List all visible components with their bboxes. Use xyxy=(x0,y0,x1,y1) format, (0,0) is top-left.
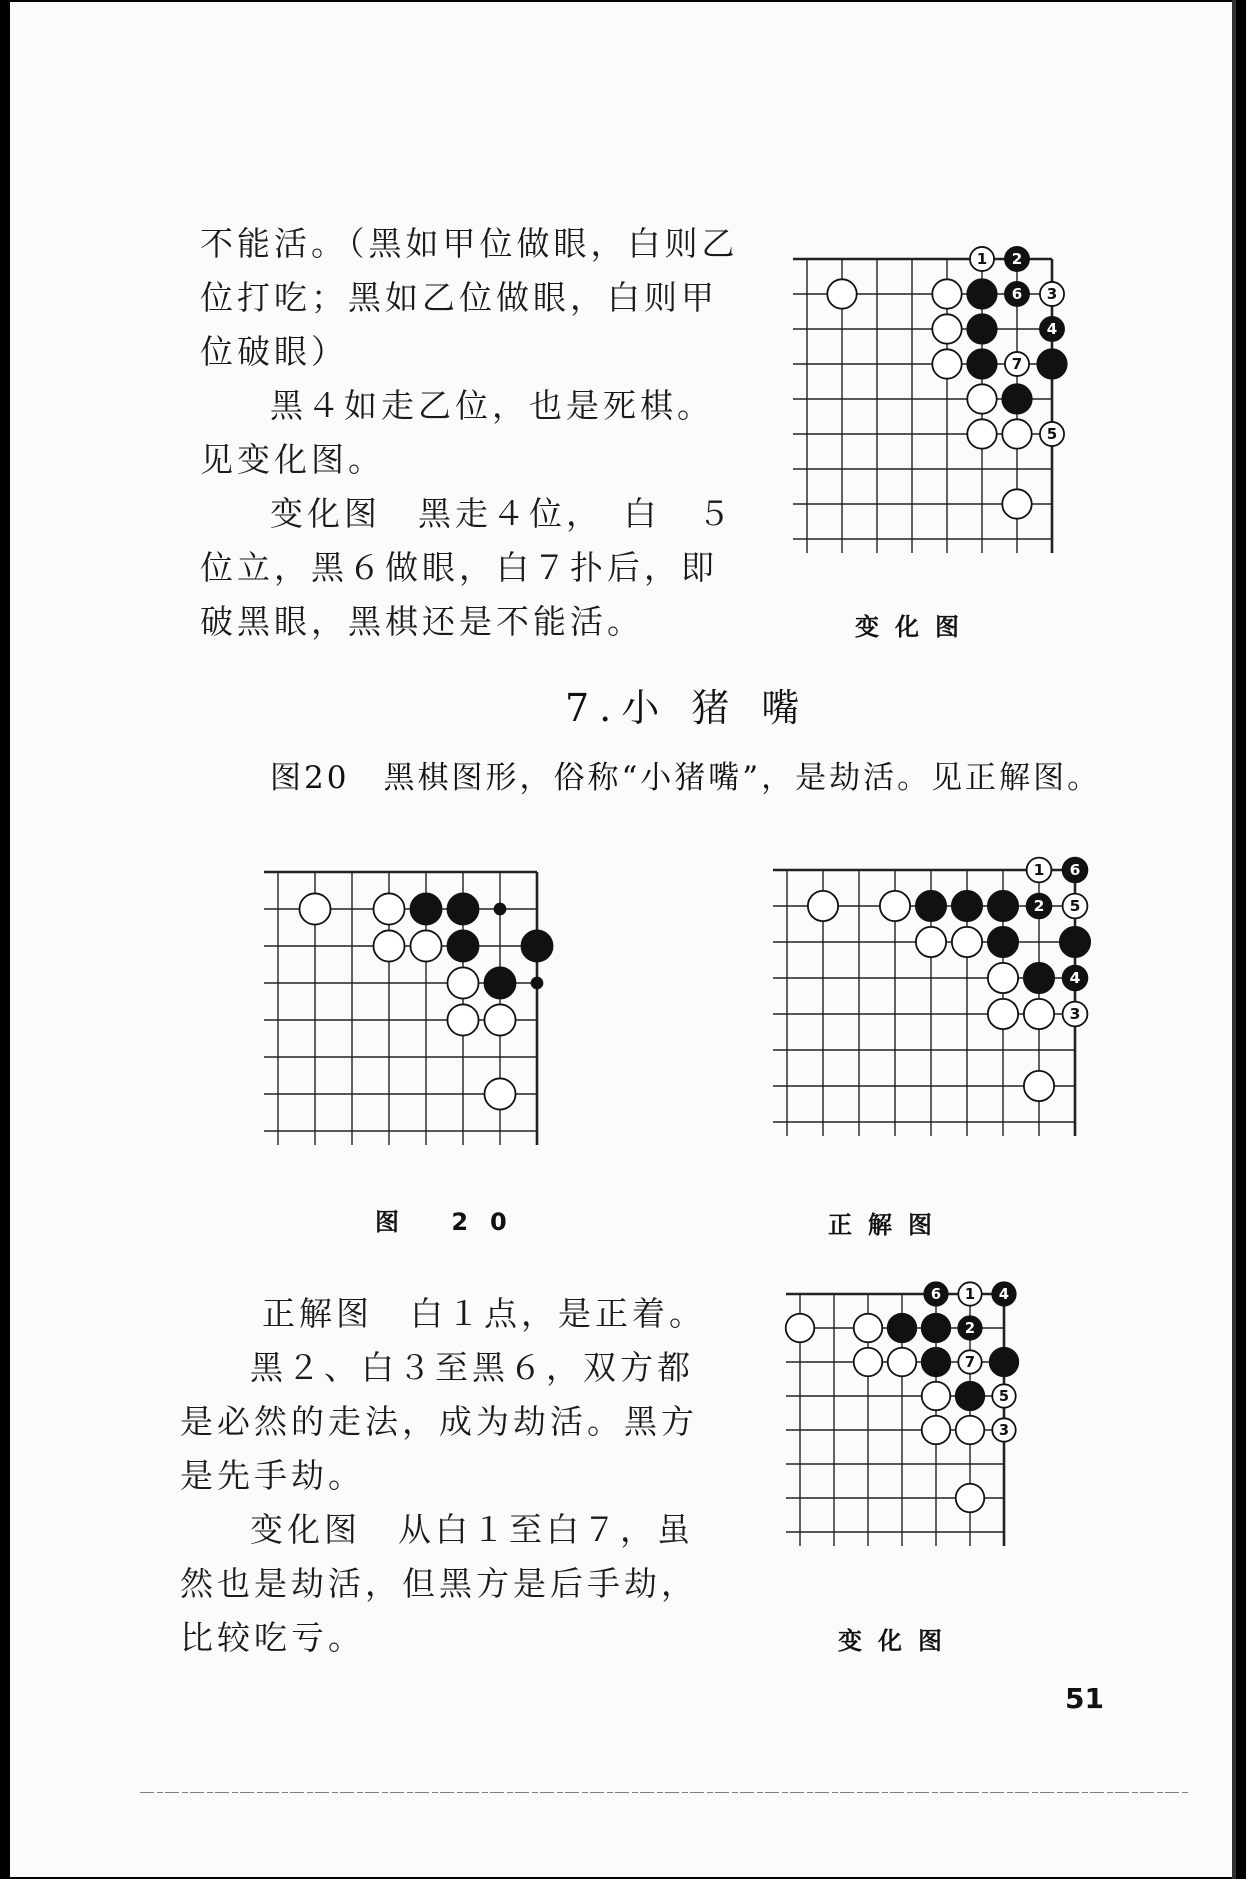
black-stone xyxy=(888,1314,917,1343)
black-stone xyxy=(1002,384,1031,413)
white-stone xyxy=(1002,419,1031,448)
go-board-figure-20 xyxy=(258,860,578,1160)
caption-correct-solution: 正解图 xyxy=(828,1211,948,1239)
white-stone xyxy=(1005,352,1029,376)
move-number: 3 xyxy=(1046,285,1058,304)
black-stone xyxy=(952,891,982,921)
caption-figure-20: 图 20 xyxy=(375,1208,529,1236)
move-number: 5 xyxy=(998,1387,1010,1405)
white-stone xyxy=(970,247,994,271)
section-title: 7.小 猪 嘴 xyxy=(565,686,810,730)
black-stone xyxy=(1037,349,1066,378)
move-number: 3 xyxy=(998,1421,1010,1439)
white-stone xyxy=(373,930,404,961)
move-number: 5 xyxy=(1069,897,1081,916)
caption-variation-bottom: 变化图 xyxy=(838,1627,958,1655)
white-stone xyxy=(484,1078,515,1109)
go-board-correct-solution xyxy=(775,858,1085,1168)
black-stone xyxy=(1027,894,1052,919)
white-stone xyxy=(854,1314,883,1343)
page-number: 51 xyxy=(1065,1682,1104,1715)
white-stone xyxy=(1063,894,1088,919)
black-stone xyxy=(967,279,996,308)
white-stone xyxy=(888,1348,917,1377)
white-stone xyxy=(373,893,404,924)
white-stone xyxy=(922,1416,951,1445)
move-number: 4 xyxy=(998,1285,1010,1303)
white-stone xyxy=(992,1418,1015,1441)
black-stone xyxy=(1063,966,1088,991)
move-number: 7 xyxy=(1011,355,1023,374)
move-number: 2 xyxy=(1033,897,1045,916)
caption-variation-top: 变化图 xyxy=(855,613,975,641)
white-stone xyxy=(988,963,1018,993)
black-stone xyxy=(916,891,946,921)
paragraph: 黑２、白３至黑６，双方都是必然的走法，成为劫活。黑方是先手劫。 xyxy=(180,1348,698,1495)
white-stone xyxy=(932,314,961,343)
move-number: 6 xyxy=(930,1285,942,1303)
figure20-description: 图20 黑棋图形，俗称“小猪嘴”，是劫活。见正解图。 xyxy=(270,760,1102,796)
white-stone xyxy=(410,930,441,961)
text-block-top xyxy=(200,217,772,649)
white-stone xyxy=(484,1004,515,1035)
paragraph: 变化图 黑走４位， 白 ５ 位立，黑６做眼，白７扑后，即破黑眼，黑棋还是不能活。 xyxy=(200,494,772,641)
black-stone xyxy=(495,904,506,915)
paragraph: 变化图 从白１至白７，虽然也是劫活，但黑方是后手劫，比较吃亏。 xyxy=(180,1510,698,1657)
move-number: 2 xyxy=(1011,250,1023,269)
white-stone xyxy=(958,1282,981,1305)
move-number: 4 xyxy=(1069,969,1081,988)
move-number: 1 xyxy=(1033,861,1045,880)
paragraph: 不能活。（黑如甲位做眼，白则乙位打吃；黑如乙位做眼，白则甲位破眼） xyxy=(200,224,739,371)
white-stone xyxy=(447,1004,478,1035)
white-stone xyxy=(1027,858,1052,883)
white-stone xyxy=(808,891,838,921)
black-stone xyxy=(447,893,478,924)
black-stone xyxy=(922,1348,951,1377)
white-stone xyxy=(1002,489,1031,518)
go-board-variation-bottom xyxy=(785,1282,1045,1552)
white-stone xyxy=(922,1382,951,1411)
page-bottom-rule xyxy=(140,1790,1210,1793)
black-stone xyxy=(967,349,996,378)
move-number: 2 xyxy=(964,1319,976,1337)
black-stone xyxy=(532,978,543,989)
white-stone xyxy=(1063,1002,1088,1027)
white-stone xyxy=(952,927,982,957)
white-stone xyxy=(932,349,961,378)
black-stone xyxy=(447,930,478,961)
move-number: 7 xyxy=(964,1353,976,1371)
white-stone xyxy=(786,1314,815,1343)
white-stone xyxy=(992,1384,1015,1407)
move-number: 1 xyxy=(976,250,988,269)
book-page xyxy=(10,2,1236,1877)
white-stone xyxy=(299,893,330,924)
move-number: 1 xyxy=(964,1285,976,1303)
white-stone xyxy=(827,279,856,308)
white-stone xyxy=(880,891,910,921)
black-stone xyxy=(958,1316,981,1339)
black-stone xyxy=(990,1348,1019,1377)
go-board-variation-top xyxy=(797,247,1077,582)
black-stone xyxy=(967,314,996,343)
white-stone xyxy=(1024,1071,1054,1101)
black-stone xyxy=(988,927,1018,957)
black-stone xyxy=(1063,858,1088,883)
black-stone xyxy=(922,1314,951,1343)
white-stone xyxy=(1024,999,1054,1029)
black-stone xyxy=(1005,247,1029,271)
move-number: 4 xyxy=(1046,320,1058,339)
black-stone xyxy=(992,1282,1015,1305)
white-stone xyxy=(1040,282,1064,306)
white-stone xyxy=(988,999,1018,1029)
white-stone xyxy=(916,927,946,957)
white-stone xyxy=(967,419,996,448)
move-number: 3 xyxy=(1069,1005,1081,1024)
white-stone xyxy=(958,1350,981,1373)
page-edge-shadow xyxy=(1232,0,1236,1879)
black-stone xyxy=(1060,927,1090,957)
move-number: 6 xyxy=(1069,861,1081,880)
white-stone xyxy=(956,1416,985,1445)
white-stone xyxy=(932,279,961,308)
black-stone xyxy=(988,891,1018,921)
black-stone xyxy=(1024,963,1054,993)
white-stone xyxy=(447,967,478,998)
paragraph: 正解图 白１点，是正着。 xyxy=(262,1294,706,1333)
black-stone xyxy=(410,893,441,924)
move-number: 6 xyxy=(1011,285,1023,304)
white-stone xyxy=(854,1348,883,1377)
black-stone xyxy=(521,930,552,961)
black-stone xyxy=(924,1282,947,1305)
move-number: 5 xyxy=(1046,425,1058,444)
text-block-bottom xyxy=(180,1287,730,1665)
black-stone xyxy=(484,967,515,998)
white-stone xyxy=(967,384,996,413)
paragraph: 黑４如走乙位，也是死棋。见变化图。 xyxy=(200,386,714,479)
white-stone xyxy=(1040,422,1064,446)
black-stone xyxy=(1005,282,1029,306)
black-stone xyxy=(1040,317,1064,341)
black-stone xyxy=(956,1382,985,1411)
white-stone xyxy=(956,1484,985,1513)
